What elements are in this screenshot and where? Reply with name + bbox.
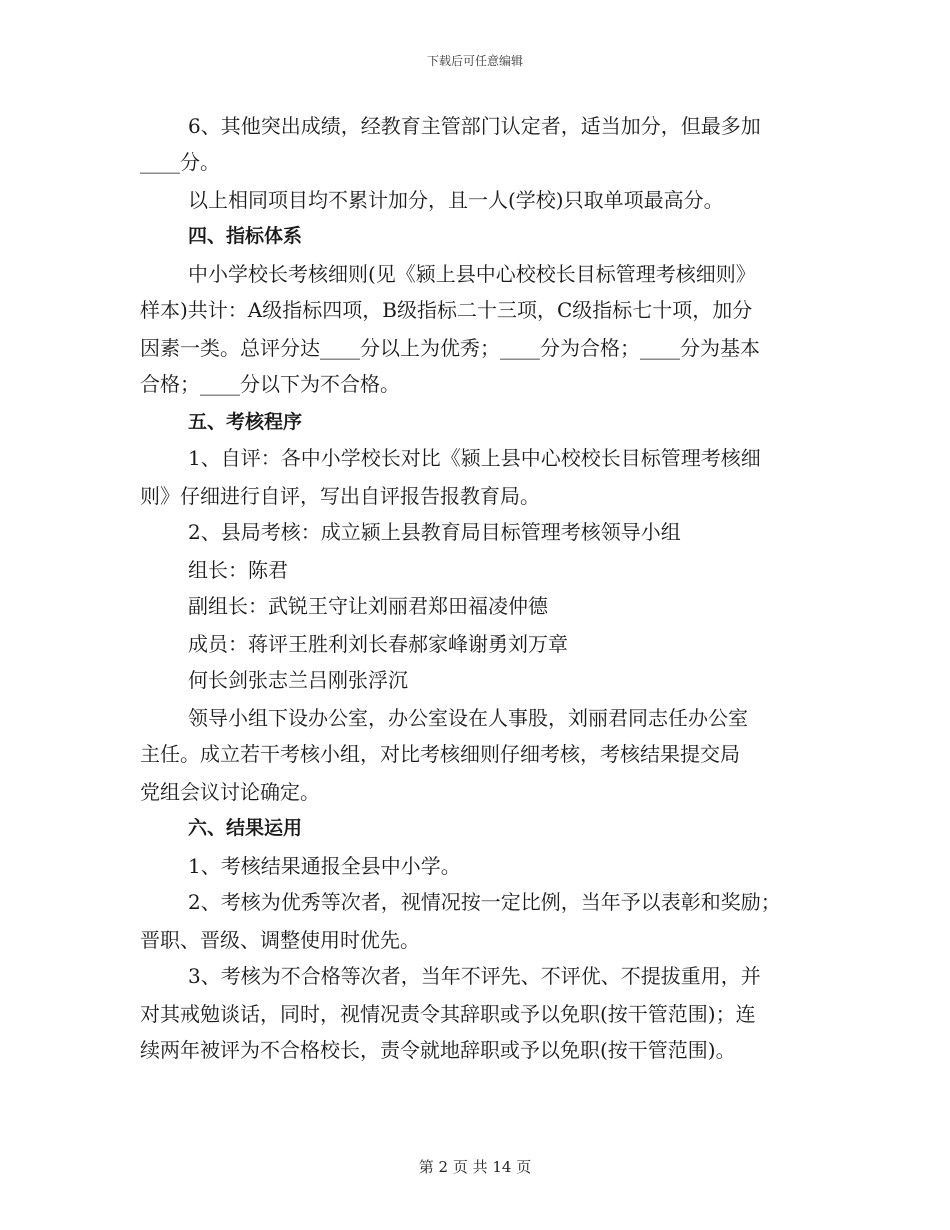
section-heading: 六、结果运用	[188, 817, 303, 839]
section-heading: 五、考核程序	[188, 411, 303, 433]
paragraph-line: 合格；____分以下为不合格。	[140, 372, 400, 396]
paragraph-line: ____分。	[140, 150, 220, 174]
paragraph-line: 1、自评：各中小学校长对比《颍上县中心校校长目标管理考核细	[188, 446, 761, 470]
paragraph-line: 因素一类。总评分达____分以上为优秀；____分为合格；____分为基本	[140, 336, 760, 360]
paragraph-line: 2、考核为优秀等次者，视情况按一定比例，当年予以表彰和奖励；	[188, 890, 781, 914]
paragraph-line: 成员：蒋评王胜利刘长春郝家峰谢勇刘万章	[188, 632, 568, 656]
paragraph-line: 则》仔细进行自评，写出自评报告报教育局。	[140, 484, 540, 508]
page-footer: 第 2 页 共 14 页	[418, 1158, 532, 1176]
paragraph-line: 组长：陈君	[188, 558, 288, 582]
paragraph-line: 3、考核为不合格等次者，当年不评先、不评优、不提拔重用，并	[188, 964, 761, 988]
paragraph-line: 2、县局考核：成立颍上县教育局目标管理考核领导小组	[188, 520, 681, 544]
paragraph-line: 主任。成立若干考核小组，对比考核细则仔细考核，考核结果提交局	[140, 742, 740, 766]
paragraph-line: 1、考核结果通报全县中小学。	[188, 854, 461, 878]
paragraph-line: 样本)共计：A级指标四项，B级指标二十三项，C级指标七十项，加分	[140, 298, 753, 322]
paragraph-line: 何长剑张志兰吕刚张浮沉	[188, 668, 408, 692]
paragraph-line: 以上相同项目均不累计加分，且一人(学校)只取单项最高分。	[188, 188, 724, 212]
paragraph-line: 中小学校长考核细则(见《颍上县中心校校长目标管理考核细则》	[188, 262, 756, 286]
paragraph-line: 续两年被评为不合格校长，责令就地辞职或予以免职(按干管范围)。	[140, 1038, 736, 1062]
page-header: 下载后可任意编辑	[426, 54, 523, 68]
paragraph-line: 副组长：武锐王守让刘丽君郑田福凌仲德	[188, 594, 548, 618]
paragraph-line: 对其戒勉谈话，同时，视情况责令其辞职或予以免职(按干管范围)；连	[140, 1002, 756, 1026]
paragraph-line: 6、其他突出成绩，经教育主管部门认定者，适当加分，但最多加	[188, 114, 761, 138]
paragraph-line: 晋职、晋级、调整使用时优先。	[140, 928, 420, 952]
paragraph-line: 领导小组下设办公室，办公室设在人事股，刘丽君同志任办公室	[188, 706, 748, 730]
paragraph-line: 党组会议讨论确定。	[140, 780, 320, 804]
section-heading: 四、指标体系	[188, 225, 303, 247]
